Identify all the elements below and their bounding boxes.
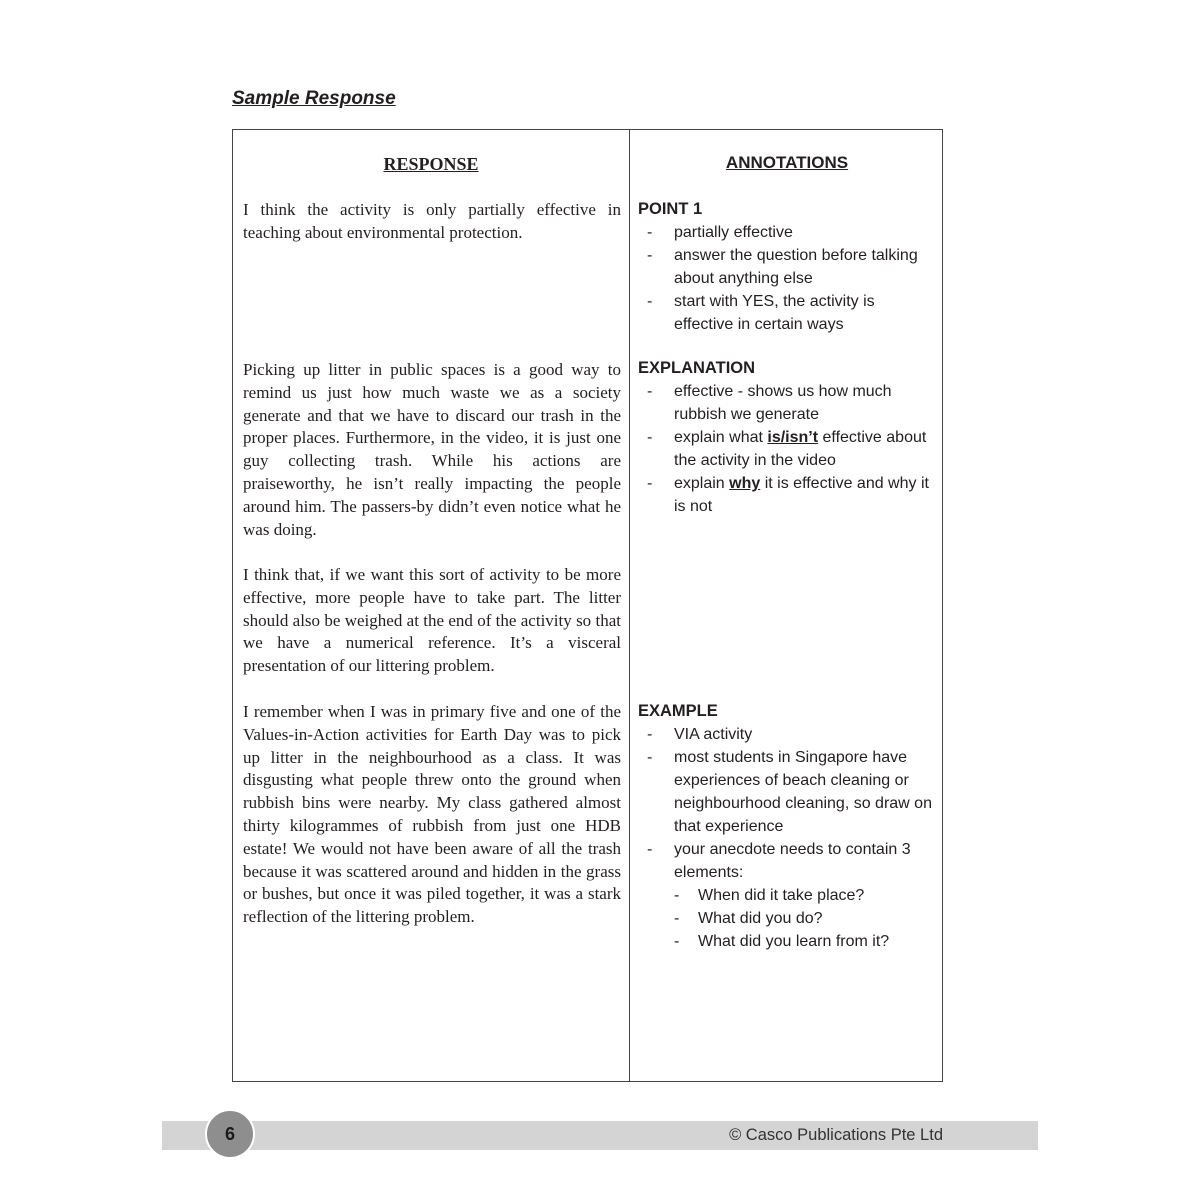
emphasis-text: is/isn’t xyxy=(767,429,819,446)
annotation-heading: EXPLANATION xyxy=(638,359,756,377)
column-divider xyxy=(629,129,630,1082)
annotation-sub-item: - What did you do? xyxy=(674,910,823,927)
annotation-item: - answer the question before talking about anything else xyxy=(647,247,918,287)
annotation-item: - VIA activity xyxy=(647,726,753,743)
annotations-column-header: ANNOTATIONS xyxy=(725,153,849,172)
emphasis-text: why xyxy=(729,475,761,492)
annotation-sub-item: - What did you learn from it? xyxy=(674,933,890,950)
page-number-badge: 6 xyxy=(205,1109,255,1159)
annotation-heading: POINT 1 xyxy=(638,200,703,218)
annotation-sub-item: - When did it take place? xyxy=(674,887,865,904)
response-column-header: RESPONSE xyxy=(383,154,479,174)
annotation-example xyxy=(638,700,938,953)
response-paragraph-point: I think the activity is only partially effective in teaching about environmental protection. xyxy=(243,200,621,242)
section-title: Sample Response xyxy=(232,88,396,109)
annotation-item: - explain why it is effective and why it is not xyxy=(647,475,929,515)
annotation-item: - effective - shows us how much rubbish we generate xyxy=(647,383,892,423)
annotation-item: - explain what is/isn’t effective about the activity in the video xyxy=(647,429,927,469)
annotation-item: - your anecdote needs to contain 3 elements: xyxy=(647,841,911,881)
annotation-item: - most students in Singapore have experiences of beach cleaning or neighbourhood cleaning, so draw on that experience xyxy=(647,749,932,835)
response-paragraph-explanation-2: I think that, if we want this sort of activity to be more effective, more people have to take part. The litter should also be weighed at the end of the activity so that we have a numerical reference. It’s a visceral presentation of our littering problem. xyxy=(243,565,621,676)
annotation-point1 xyxy=(638,198,938,336)
response-paragraph-explanation-1: Picking up litter in public spaces is a good way to remind us just how much waste we as a society generate and that we have to discard our trash in the proper places. Furthermore, in the video, it is just one guy collecting trash. While his actions are praiseworthy, he isn’t really impacting the people around him. The passers-by didn’t even notice what he was doing. xyxy=(243,360,621,539)
annotation-explanation xyxy=(638,357,938,518)
annotation-item: - partially effective xyxy=(647,224,793,241)
copyright-notice: © Casco Publications Pte Ltd xyxy=(729,1126,943,1144)
annotation-heading: EXAMPLE xyxy=(638,702,718,720)
annotation-item: - start with YES, the activity is effective in certain ways xyxy=(647,293,875,333)
response-paragraph-example: I remember when I was in primary five and one of the Values-in-Action activities for Earth Day was to pick up litter in the neighbourhood as a class. It was disgusting what people threw onto the ground when rubbish bins were nearby. My class gathered almost thirty kilogrammes of rubbish from just one HDB estate! We would not have been aware of all the trash because it was scattered around and hidden in the grass or bushes, but once it was piled together, it was a stark reflection of the littering problem. xyxy=(243,702,621,927)
